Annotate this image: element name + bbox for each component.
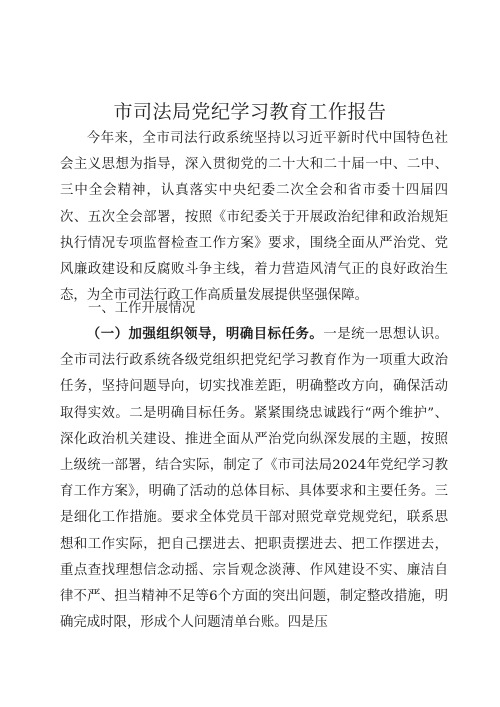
section-heading: 一、工作开展情况 [88, 301, 196, 316]
paragraph-lead: （一）加强组织领导，明确目标任务。 [86, 327, 324, 342]
intro-paragraph: 今年来，全市司法行政系统坚持以习近平新时代中国特色社会主义思想为指导，深入贯彻党的二十大和二十届一中、二中、三中全会精神，认真落实中央纪委二次全会和省市委十四届四次、五次全会部署，按照《市纪委关于开展政治纪律和政治规矩执行情况专项监督检查工作方案》要求，围绕全面从严治党、党风廉政建设和反腐败斗争主线，着力营造风清气正的良好政治生态，为全市司法行政工作高质量发展提供坚强保障。 [60, 131, 448, 304]
document-title: 市司法局党纪学习教育工作报告 [113, 101, 387, 123]
section-paragraph [60, 322, 448, 636]
paragraph-body: 一是统一思想认识。全市司法行政系统各级党组织把党纪学习教育作为一项重大政治任务，坚持问题导向，切实找准差距，明确整改方向，确保活动取得实效。二是明确目标任务。紧紧围绕忠诚践行“两个维护”、深化政治机关建设、推进全面从严治党向纵深发展的主题，按照上级统一部署，结合实际，制定了《市司法局2024年党纪学习教育工作方案》，明确了活动的总体目标、具体要求和主要任务。三是细化工作措施。要求全体党员干部对照党章党规党纪，联系思想和工作实际，把自己摆进去、把职责摆进去、把工作摆进去，重点查找理想信念动摇、宗旨观念淡薄、作风建设不实、廉洁自律不严、担当精神不足等6个方面的突出问题，制定整改措施，明确完成时限，形成个人问题清单台账。四是压 [60, 327, 449, 631]
